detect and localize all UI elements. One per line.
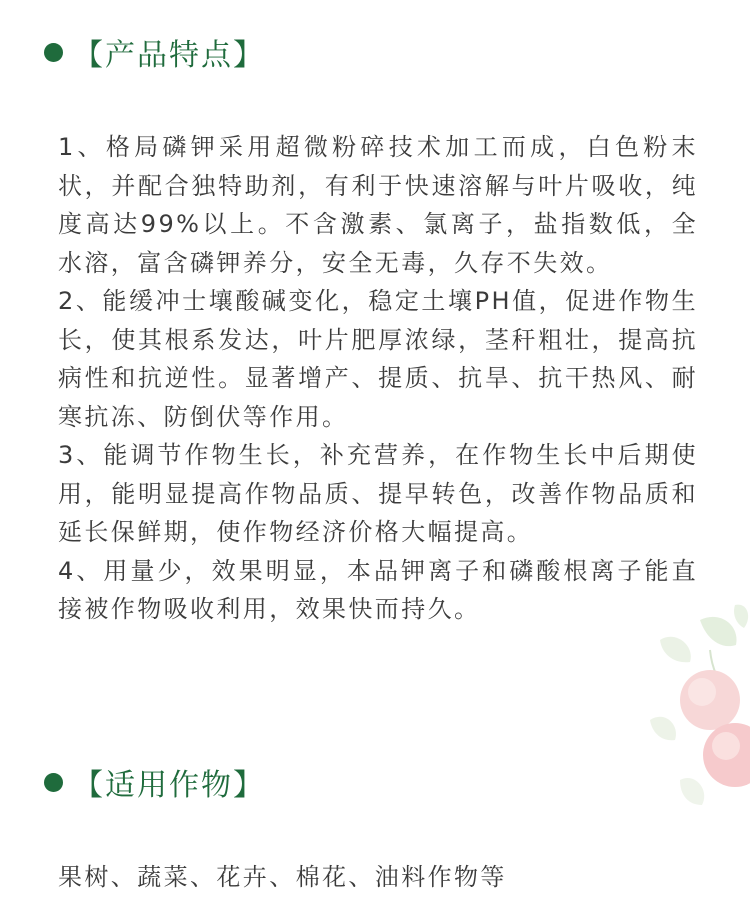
features-heading bbox=[44, 32, 265, 72]
crops-list-text: 果树、蔬菜、花卉、棉花、油料作物等 bbox=[58, 863, 507, 891]
feature-item-2: 2、能缓冲士壤酸碱变化，稳定土壤PH值，促进作物生长，使其根系发达，叶片肥厚浓绿，茎秆粗壮，提高抗病性和抗逆性。显著增产、提质、抗旱、抗干热风、耐寒抗冻、防倒伏等作用。 bbox=[58, 287, 698, 431]
crops-heading bbox=[44, 762, 265, 802]
feature-item-3: 3、能调节作物生长，补充营养，在作物生长中后期使用，能明显提高作物品质、提早转色，改善作物品质和延长保鲜期，使作物经济价格大幅提高。 bbox=[58, 441, 698, 546]
features-list bbox=[58, 128, 698, 629]
apple-watercolor-decoration bbox=[640, 600, 750, 830]
bullet-dot-icon bbox=[44, 43, 63, 62]
feature-item-1: 1、格局磷钾采用超微粉碎技术加工而成，白色粉末状，并配合独特助剂，有利于快速溶解与叶片吸收，纯度高达99%以上。不含激素、氯离子，盐指数低，全水溶，富含磷钾养分，安全无毒，久存不失效。 bbox=[58, 133, 698, 277]
crops-heading-text: 【适用作物】 bbox=[73, 768, 265, 803]
bullet-dot-icon bbox=[44, 773, 63, 792]
feature-item-4: 4、用量少，效果明显，本品钾离子和磷酸根离子能直接被作物吸收利用，效果快而持久。 bbox=[58, 556, 698, 623]
features-heading-text: 【产品特点】 bbox=[73, 38, 265, 73]
